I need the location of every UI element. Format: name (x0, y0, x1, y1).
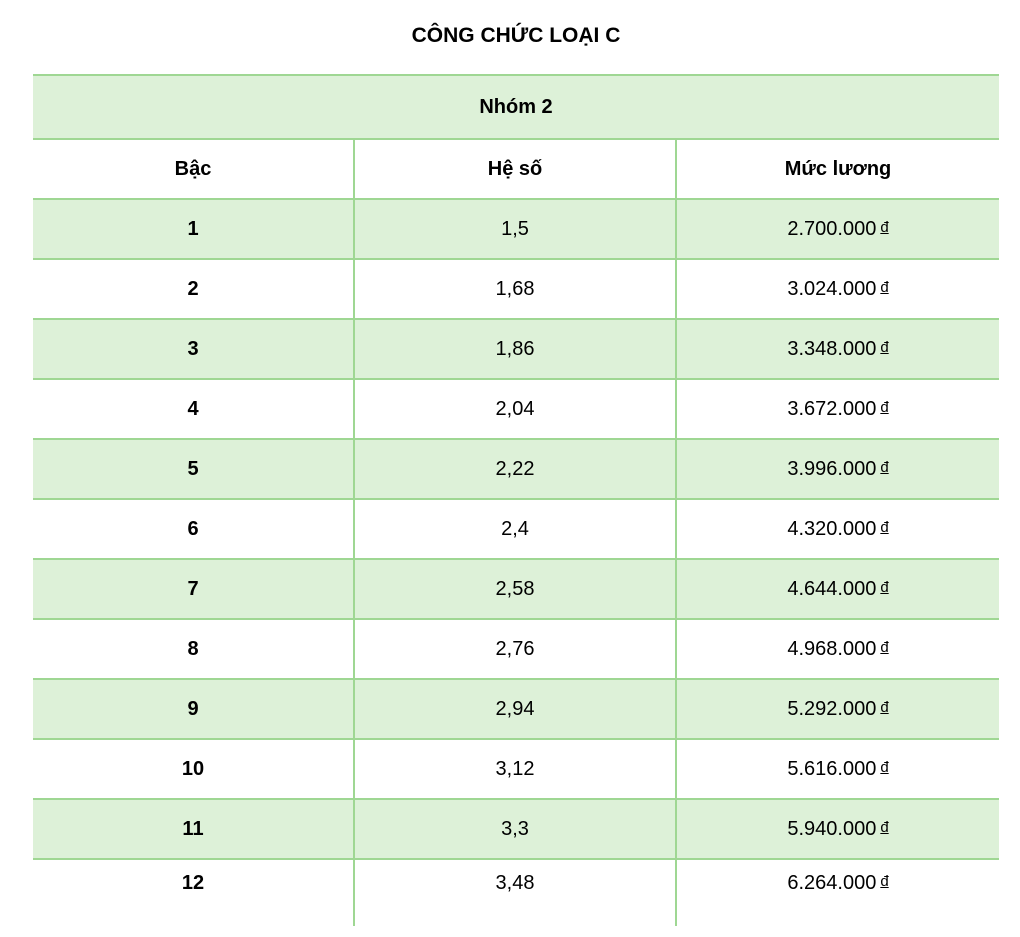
table-row (33, 499, 999, 559)
table-title: CÔNG CHỨC LOẠI C (411, 24, 621, 47)
salary-amount: 3.348.000 (787, 337, 877, 360)
coefficient-cell: 2,04 (354, 379, 676, 439)
column-header-salary: Mức lương (676, 139, 999, 199)
level-cell: 10 (33, 739, 354, 799)
currency-symbol: đ (880, 818, 889, 836)
currency-symbol: đ (880, 398, 889, 416)
currency-symbol: đ (880, 518, 889, 536)
coefficient-cell: 1,5 (354, 199, 676, 259)
coefficient-cell: 2,58 (354, 559, 676, 619)
currency-symbol: đ (880, 218, 889, 236)
level-cell: 11 (33, 799, 354, 859)
salary-amount: 3.996.000 (787, 457, 877, 480)
level-cell: 6 (33, 499, 354, 559)
salary-cell (676, 619, 999, 679)
salary-cell (676, 559, 999, 619)
coefficient-cell: 1,68 (354, 259, 676, 319)
salary-cell (676, 319, 999, 379)
currency-symbol: đ (880, 638, 889, 656)
table-row (33, 199, 999, 259)
level-cell: 2 (33, 259, 354, 319)
level-cell: 7 (33, 559, 354, 619)
table-row (33, 799, 999, 859)
column-header-level: Bậc (33, 139, 354, 199)
table-body (33, 199, 999, 926)
level-cell: 1 (33, 199, 354, 259)
salary-amount: 5.292.000 (787, 697, 877, 720)
level-cell: 12 (181, 872, 205, 894)
salary-amount: 3.024.000 (787, 277, 877, 300)
coefficient-cell: 2,4 (354, 499, 676, 559)
table-row (33, 259, 999, 319)
table-row (33, 559, 999, 619)
table-row (33, 379, 999, 439)
coefficient-cell: 2,22 (354, 439, 676, 499)
salary-amount: 4.968.000 (787, 637, 877, 660)
coefficient-cell: 2,94 (354, 679, 676, 739)
salary-amount: 4.644.000 (787, 577, 877, 600)
salary-cell (676, 679, 999, 739)
coefficient-cell: 3,12 (354, 739, 676, 799)
currency-symbol: đ (880, 338, 889, 356)
salary-cell (676, 499, 999, 559)
coefficient-cell: 3,48 (354, 859, 676, 926)
salary-amount: 3.672.000 (787, 397, 877, 420)
table-row (33, 739, 999, 799)
salary-table (33, 74, 999, 926)
salary-cell (676, 859, 999, 926)
coefficient-cell: 3,3 (354, 799, 676, 859)
level-cell: 3 (33, 319, 354, 379)
currency-symbol: đ (880, 758, 889, 776)
salary-amount: 4.320.000 (787, 517, 877, 540)
salary-amount: 5.940.000 (787, 817, 877, 840)
salary-cell (676, 439, 999, 499)
salary-cell (676, 199, 999, 259)
salary-amount: 2.700.000 (787, 217, 877, 240)
salary-cell (676, 379, 999, 439)
level-cell: 8 (33, 619, 354, 679)
level-cell: 9 (33, 679, 354, 739)
currency-symbol: đ (880, 578, 889, 596)
level-cell: 4 (33, 379, 354, 439)
salary-amount: 5.616.000 (787, 757, 877, 780)
table-row (33, 859, 999, 926)
currency-symbol: đ (880, 698, 889, 716)
coefficient-cell: 2,76 (354, 619, 676, 679)
table-row (33, 619, 999, 679)
coefficient-cell: 1,86 (354, 319, 676, 379)
level-cell: 5 (33, 439, 354, 499)
group-label: Nhóm 2 (33, 75, 999, 139)
column-header-coefficient: Hệ số (354, 139, 676, 199)
salary-cell (676, 739, 999, 799)
currency-symbol: đ (880, 458, 889, 476)
table-row (33, 679, 999, 739)
salary-cell (676, 799, 999, 859)
table-row (33, 319, 999, 379)
column-header-row (33, 139, 999, 199)
currency-symbol: đ (880, 278, 889, 296)
table-row (33, 439, 999, 499)
currency-symbol: đ (880, 873, 889, 890)
salary-amount: 6.264.000 (787, 872, 877, 894)
salary-cell (676, 259, 999, 319)
group-header-row (33, 75, 999, 139)
